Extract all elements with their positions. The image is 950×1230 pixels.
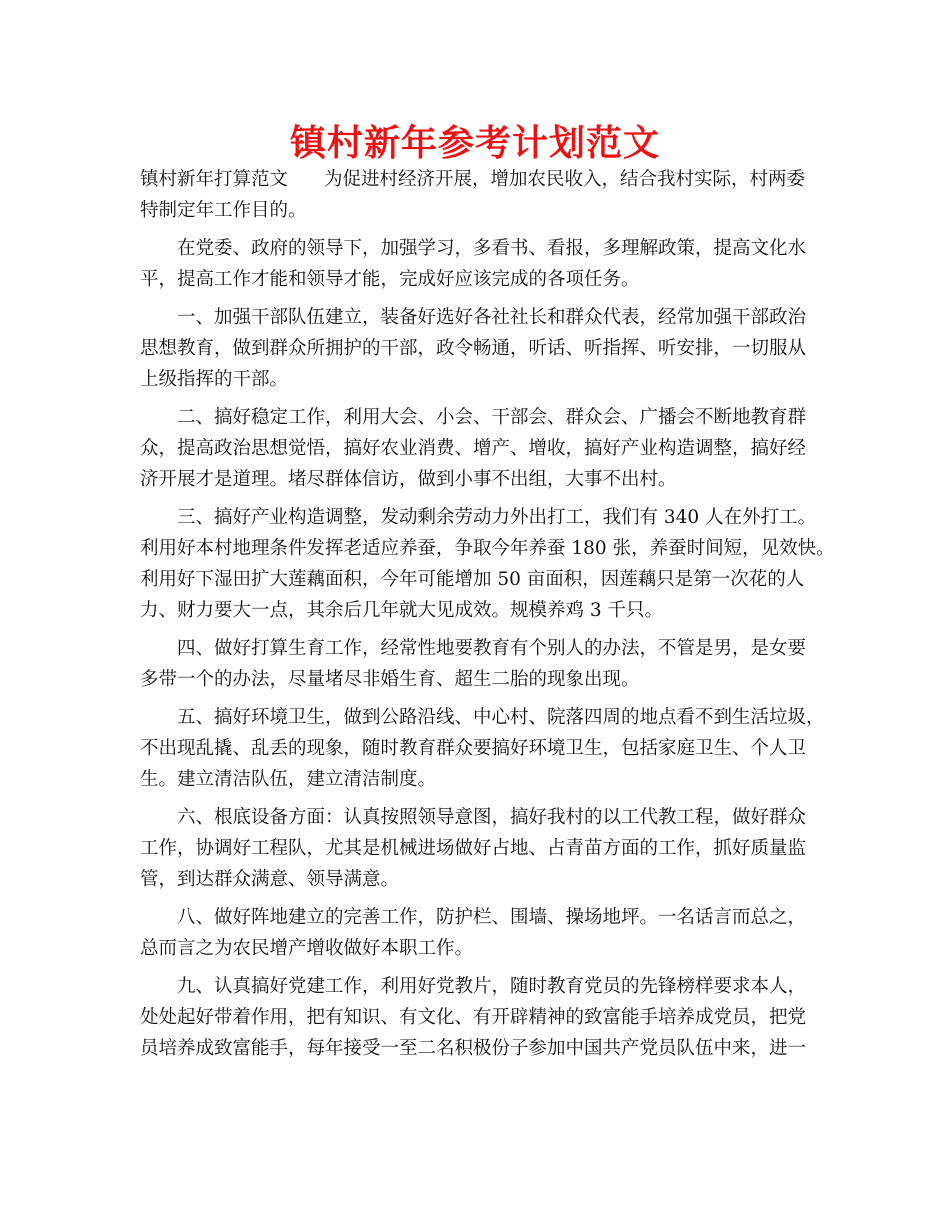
paragraph-line — [140, 764, 820, 795]
paragraph — [140, 164, 820, 226]
line-text: 不出现乱撬、乱丢的现象，随时教育群众要搞好环境卫生，包括家庭卫生、个人卫 — [140, 738, 807, 759]
paragraph-line — [140, 464, 820, 495]
line-text: 九、认真搞好党建工作，利用好党教片，随时教育党员的先锋榜样要求本人， — [177, 976, 807, 997]
paragraph-line — [140, 302, 820, 333]
line-text: 管，到达群众满意、领导满意。 — [140, 869, 400, 890]
paragraph-line — [140, 433, 820, 464]
line-text: 思想教育，做到群众所拥护的干部，政令畅通，听话、听指挥、听安排，一切服从 — [140, 338, 807, 359]
line-text: 多带一个的办法，尽量堵尽非婚生育、超生二胎的现象出现。 — [140, 669, 640, 690]
paragraph — [140, 702, 825, 795]
paragraph-line — [140, 364, 820, 395]
paragraph — [140, 402, 820, 495]
line-text: 为促进村经济开展，增加农民收入，结合我村实际，村两委 — [324, 169, 806, 190]
line-text: 平，提高工作才能和领导才能，完成好应该完成的各项任务。 — [140, 269, 640, 290]
line-text: 二、搞好稳定工作，利用大会、小会、干部会、群众会、广播会不断地教育群 — [177, 407, 807, 428]
line-text: 总而言之为农民增产增收做好本职工作。 — [140, 938, 474, 959]
paragraph-line — [140, 333, 820, 364]
paragraph-line — [140, 502, 820, 533]
paragraph — [140, 802, 820, 895]
paragraph-line — [140, 164, 820, 195]
line-text: 在党委、政府的领导下，加强学习，多看书、看报，多理解政策，提高文化水 — [177, 238, 807, 259]
line-text: 处处起好带着作用，把有知识、有文化、有开辟精神的致富能手培养成党员，把党 — [140, 1007, 807, 1028]
paragraph-line — [140, 733, 820, 764]
paragraph-line — [140, 633, 820, 664]
paragraph — [140, 233, 820, 295]
document-title: 镇村新年参考计划范文 — [289, 123, 660, 164]
paragraph-line — [140, 702, 825, 733]
paragraph-line — [140, 864, 820, 895]
line-text: 济开展才是道理。堵尽群体信访，做到小事不出组，大事不出村。 — [140, 469, 677, 490]
paragraph-line — [140, 1002, 820, 1033]
line-text: 上级指挥的干部。 — [140, 369, 289, 390]
paragraph-line — [140, 402, 820, 433]
line-text: 特制定年工作目的。 — [140, 200, 307, 221]
paragraph — [140, 502, 835, 626]
line-text: 生。建立清洁队伍，建立清洁制度。 — [140, 769, 437, 790]
line-text: 四、做好打算生育工作，经常性地要教育有个别人的办法，不管是男，是女要 — [177, 638, 807, 659]
paragraph-line — [140, 902, 820, 933]
paragraph-line — [140, 595, 820, 626]
paragraph-line — [140, 1033, 820, 1064]
line-text: 五、搞好环境卫生，做到公路沿线、中心村、院落四周的地点看不到生活垃圾， — [177, 707, 825, 728]
paragraph-line — [140, 971, 820, 1002]
paragraph — [140, 971, 820, 1064]
paragraph-line — [140, 564, 820, 595]
paragraph-line — [140, 933, 820, 964]
paragraph-line — [140, 664, 820, 695]
line-text: 利用好下湿田扩大莲藕面积，今年可能增加 50 亩面积，因莲藕只是第一次花的人 — [140, 569, 805, 590]
paragraph-line — [140, 833, 820, 864]
line-text: 三、搞好产业构造调整，发动剩余劳动力外出打工，我们有 340 人在外打工。 — [177, 507, 817, 528]
paragraph-line — [140, 233, 820, 264]
line-text: 六、根底设备方面：认真按照领导意图，搞好我村的以工代教工程，做好群众 — [177, 807, 807, 828]
line-text: 八、做好阵地建立的完善工作，防护栏、围墙、操场地坪。一名话言而总之， — [177, 907, 807, 928]
document-body — [140, 164, 835, 1071]
paragraph-line — [140, 264, 820, 295]
paragraph — [140, 633, 820, 695]
paragraph-line — [140, 533, 835, 564]
paragraph-line — [140, 802, 820, 833]
line-text: 众，提高政治思想觉悟，搞好农业消费、增产、增收，搞好产业构造调整，搞好经 — [140, 438, 807, 459]
paragraph-line — [140, 195, 820, 226]
line-text: 一、加强干部队伍建立，装备好选好各社社长和群众代表，经常加强干部政治 — [177, 307, 807, 328]
line-text: 利用好本村地理条件发挥老适应养蚕，争取今年养蚕 180 张，养蚕时间短，见效快。 — [140, 538, 835, 559]
line-text: 工作，协调好工程队，尤其是机械进场做好占地、占青苗方面的工作，抓好质量监 — [140, 838, 807, 859]
line-text: 员培养成致富能手，每年接受一至二名积极份子参加中国共产党员队伍中来，进一 — [140, 1038, 807, 1059]
line-text: 力、财力要大一点，其余后几年就大见成效。规模养鸡 3 千只。 — [140, 600, 664, 621]
document-subtitle: 镇村新年打算范文 — [140, 169, 289, 190]
paragraph — [140, 902, 820, 964]
paragraph — [140, 302, 820, 395]
